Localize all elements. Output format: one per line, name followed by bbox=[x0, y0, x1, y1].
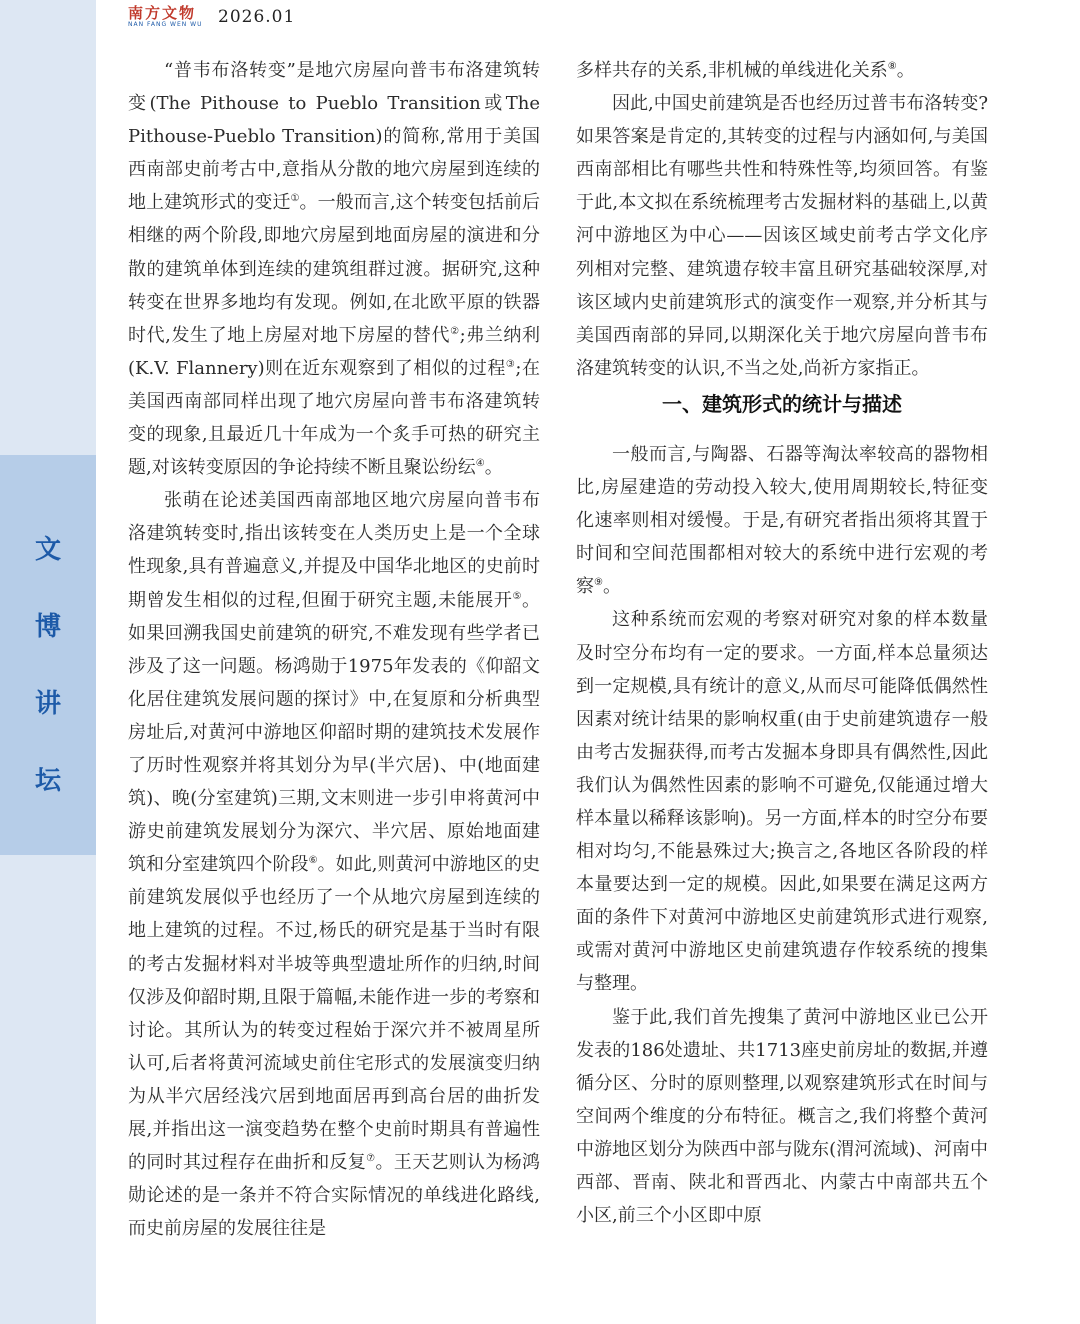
section-char: 博 bbox=[34, 612, 61, 642]
footnote-marker: ③ bbox=[505, 358, 516, 370]
text-run: 张萌在论述美国西南部地区地穴房屋向普韦布洛建筑转变时,指出该转变在人类历史上是一个全球性现象,具有普遍意义,并提及中国华北地区的史前时期曾发生相似的过程,但囿于研究主题,未能展开 bbox=[128, 490, 540, 611]
section-heading: 一、建筑形式的统计与描述 bbox=[662, 391, 902, 416]
text-run: 。 bbox=[602, 576, 621, 598]
section-char: 坛 bbox=[34, 766, 61, 796]
text-run: 。如此,则黄河中游地区的史前建筑发展似乎也经历了一个从地穴房屋到连续的地上建筑的过程。不过,杨氏的研究是基于当时有限的考古发掘材料对半坡等典型遗址所作的归纳,时间仅涉及仰韶时期,且限于篇幅,未能作进一步的考察和讨论。其所认为的转变过程始于深穴并不被周星所认可,后者将黄河流域史前住宅形式的发展演变归纳为从半穴居经浅穴居到地面居再到高台居的曲折发展,并指出这一演变趋势在整个史前时期具有普遍性的同时其过程存在曲折和反复 bbox=[128, 854, 541, 1174]
journal-logo bbox=[128, 3, 208, 29]
issue-number: 2026.01 bbox=[218, 7, 296, 27]
footnote-marker: ⑤ bbox=[512, 590, 522, 602]
footnote-marker: ⑧ bbox=[887, 61, 897, 72]
paragraph bbox=[576, 438, 988, 603]
text-run: ;弗兰纳利(K.V. Flannery)则在近东观察到了相似的过程 bbox=[128, 324, 540, 379]
right-column bbox=[576, 54, 988, 1232]
section-char: 讲 bbox=[34, 689, 61, 719]
paragraph-continued bbox=[576, 54, 988, 87]
section-label bbox=[0, 530, 96, 838]
left-column bbox=[128, 54, 540, 1245]
footnote-marker: ② bbox=[450, 325, 460, 337]
text-run: 。 bbox=[484, 457, 503, 479]
paragraph bbox=[128, 484, 540, 1245]
running-header bbox=[128, 4, 295, 30]
text-run: 一般而言,与陶器、石器等淘汰率较高的器物相比,房屋建造的劳动投入较大,使用周期较长,特征变化速率则相对缓慢。于是,有研究者指出须将其置于时间和空间范围都相对较大的系统中进行宏观的考察 bbox=[576, 443, 988, 598]
text-run: “普韦布洛转变”是地穴房屋向普韦布洛建筑转变(The Pithouse to Pueblo Transition或The Pithouse-Pueblo Transition)的简称,常用于美国西南部史前考古中,意指从分散的地穴房屋到连续的地上建筑形式的变迁 bbox=[128, 60, 540, 214]
footnote-marker: ⑨ bbox=[594, 577, 603, 589]
section-char: 文 bbox=[34, 535, 61, 565]
sidebar-band-bottom bbox=[0, 855, 96, 1324]
text-run: 。如果回溯我国史前建筑的研究,不难发现有些学者已涉及了这一问题。杨鸿勋于1975年发表的《仰韶文化居住建筑发展问题的探讨》中,在复原和分析典型房址后,对黄河中游地区仰韶时期的建筑技术发展作了历时性观察并将其划分为早(半穴居)、中(地面建筑)、晚(分室建筑)三期,文末则进一步引申将黄河中游史前建筑发展划分为深穴、半穴居、原始地面建筑和分室建筑四个阶段 bbox=[128, 589, 540, 876]
footnote-marker: ④ bbox=[475, 458, 485, 470]
text-run: 。 bbox=[896, 60, 915, 81]
paragraph: 这种系统而宏观的考察对研究对象的样本数量及时空分布均有一定的要求。一方面,样本总量须达到一定规模,具有统计的意义,从而尽可能降低偶然性因素对统计结果的影响权重(由于史前建筑遗存一般由考古发掘获得,而考古发掘本身即具有偶然性,因此我们认为偶然性因素的影响不可避免,仅能通过增大样本量以稀释该影响)。另一方面,样本的时空分布要相对均匀,不能悬殊过大;换言之,各地区各阶段的样本量要达到一定的规模。因此,如果要在满足这两方面的条件下对黄河中游地区史前建筑形式进行观察,或需对黄河中游地区史前建筑遗存作较系统的搜集与整理。 bbox=[576, 609, 988, 995]
footnote-marker: ① bbox=[290, 193, 300, 205]
text-run: 多样共存的关系,非机械的单线进化关系 bbox=[576, 60, 888, 81]
paragraph: 鉴于此,我们首先搜集了黄河中游地区业已公开发表的186处遗址、共1713座史前房址的数据,并遵循分区、分时的原则整理,以观察建筑形式在时间与空间两个维度的分布特征。概言之,我们将整个黄河中游地区划分为陕西中部与陇东(渭河流域)、河南中西部、晋南、陕北和晋西北、内蒙古中南部共五个小区,前三个小区即中原 bbox=[576, 1006, 988, 1227]
text-run: 。一般而言,这个转变包括前后相继的两个阶段,即地穴房屋到地面房屋的演进和分散的建筑单体到连续的建筑组群过渡。据研究,这种转变在世界多地均有发现。例如,在北欧平原的铁器时代,发生了地上房屋对地下房屋的替代 bbox=[128, 192, 541, 346]
journal-logo-cn: 南方文物 bbox=[128, 3, 197, 22]
paragraph: 因此,中国史前建筑是否也经历过普韦布洛转变?如果答案是肯定的,其转变的过程与内涵如何,与美国西南部相比有哪些共性和特殊性等,均须回答。有鉴于此,本文拟在系统梳理考古发掘材料的基础上,以黄河中游地区为中心——因该区域史前考古学文化序列相对完整、建筑遗存较丰富且研究基础较深厚,对该区域内史前建筑形式的演变作一观察,并分析其与美国西南部的异同,以期深化关于地穴房屋向普韦布洛建筑转变的认识,不当之处,尚祈方家指正。 bbox=[576, 93, 988, 379]
text-run: ;在美国西南部同样出现了地穴房屋向普韦布洛建筑转变的现象,且最近几十年成为一个炙手可热的研究主题,对该转变原因的争论持续不断且聚讼纷纭 bbox=[128, 357, 540, 479]
footnote-marker: ⑦ bbox=[366, 1153, 376, 1165]
journal-logo-en: NAN FANG WEN WU bbox=[128, 20, 203, 28]
sidebar-band-top bbox=[0, 0, 96, 455]
text-run: 。王天艺则认为杨鸿勋论述的是一条并不符合实际情况的单线进化路线,而史前房屋的发展往往是 bbox=[128, 1152, 541, 1240]
paragraph bbox=[128, 54, 540, 484]
footnote-marker: ⑥ bbox=[308, 855, 318, 867]
